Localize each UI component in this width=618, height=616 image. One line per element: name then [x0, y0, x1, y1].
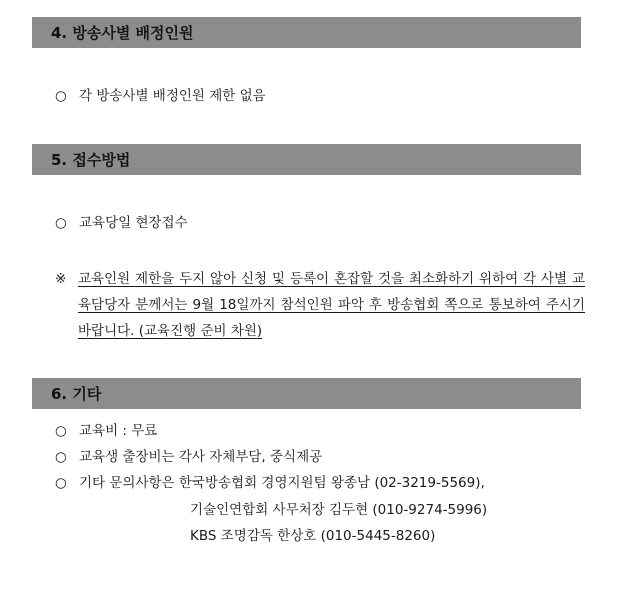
section-heading-misc: [32, 378, 581, 409]
contact-line: KBS 조명감독 한상호 (010-5445-8260): [190, 528, 436, 544]
circle-bullet-icon: ○: [55, 449, 67, 465]
registration-note: [55, 266, 585, 344]
list-item: [55, 214, 188, 232]
circle-bullet-icon: ○: [55, 88, 67, 104]
circle-bullet-icon: ○: [55, 215, 67, 231]
circle-bullet-icon: ○: [55, 475, 67, 491]
list-item-text: 교육당일 현장접수: [79, 215, 188, 231]
list-item-text: 각 방송사별 배정인원 제한 없음: [79, 88, 266, 104]
contact-line: 기술인연합회 사무처장 김두현 (010-9274-5996): [190, 502, 488, 518]
section-heading-text: 5. 접수방법: [51, 151, 131, 169]
list-item: [55, 87, 266, 105]
list-item: [55, 448, 322, 466]
list-item: [55, 474, 485, 492]
reference-mark-icon: ※: [55, 271, 67, 287]
list-item-text: 기타 문의사항은 한국방송협회 경영지원팀 왕종남 (02-3219-5569),: [79, 475, 485, 491]
section-heading-registration: [32, 144, 581, 175]
registration-note-text: 교육인원 제한을 두지 않아 신청 및 등록이 혼잡할 것을 최소화하기 위하여 각 사별 교육담당자 분께서는 9월 18일까지 참석인원 파악 후 방송협회 쪽으로 통보하여 주시기 바랍니다. (교육진행 준비 차원): [78, 271, 585, 339]
list-item-text: 교육비 : 무료: [79, 423, 158, 439]
list-item: [55, 422, 157, 440]
circle-bullet-icon: ○: [55, 423, 67, 439]
section-heading-text: 6. 기타: [51, 385, 102, 403]
section-heading-text: 4. 방송사별 배정인원: [51, 24, 194, 42]
list-item-text: 교육생 출장비는 각사 자체부담, 중식제공: [79, 449, 323, 465]
section-heading-assignment: [32, 17, 581, 48]
